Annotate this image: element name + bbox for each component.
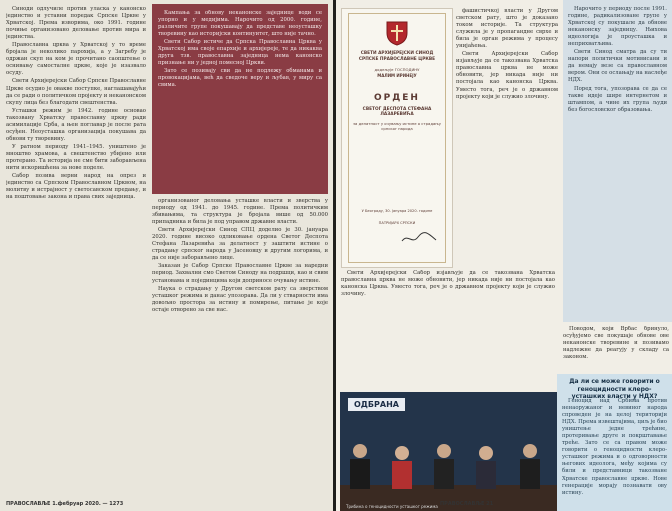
paragraph: Поводом, који Врбас бринулo, осуђујемо све покушаје обнове ове неканонске творевине и позивамо надлежне да реагују у складу са законом.: [563, 326, 669, 361]
coat-of-arms-icon: [384, 19, 410, 47]
paragraph: Зато се позивају сви да не подлежу обманама и провокацијама, већ да сведоче веру и љубав, у миру са свима.: [158, 68, 322, 89]
paragraph: Свети Сабор истиче да Српска Православна Црква у Хрватској има своје епархије и архијереје, те да никаква друга тзв. православна заједница нема канонско признање ни у једној помесној Цркви.: [158, 39, 322, 67]
paragraph: Сабор позива верни народ на опрез и јединство са Српском Православном Црквом, на молитву и истрајност у светосавском предању, и на поштовање закона и права свих заједница.: [6, 173, 146, 201]
paragraph: Свети Архијерејски Сабор Српске Православне Цркве осудио је овакве поступке, наглашавајући да се ради о политичком пројекту и неканонском скупу лица без благодати свештенства.: [6, 78, 146, 106]
certificate-title: ОРДЕН: [374, 93, 420, 103]
certificate-line: СРПСКЕ ПРАВОСЛАВНЕ ЦРКВЕ: [358, 57, 436, 62]
highlight-title: Да ли се може говорити о геноцидности клеро-усташких власти у НДХ?: [569, 378, 660, 400]
right-column-lower: [341, 270, 555, 382]
sidebar-box: [152, 4, 328, 194]
paragraph: Православна црква у Хрватској у то време бројала је неколико парохија, а у Загребу је одржан скуп на ком је прочитано саопштење о оснивању самосталне цркве, које је изазвало осуду.: [6, 42, 146, 77]
paragraph: Усташки режим је 1942. године основао такозвану Хрватску православну цркву ради асимилације Срба, а њен поглавар је после рата осуђен. Неоусташка организација покушава да обнови ту творевину.: [6, 107, 146, 142]
paragraph: Поред тога, упозорава се да се такве идеје шире интернетом и штампом, а чине их група људи без богословског образовања.: [568, 85, 667, 113]
paragraph: Заказан је Сабор Српске Православне Цркве за наредни период. Захвални смо Светом Синоду на подршци, као и свим установама и појединцима који доприносе очувању истине.: [152, 263, 328, 284]
certificate-line: додељује ГОСПОДИНУ: [374, 67, 420, 72]
paragraph: Свети Синод сматра да су ти напори политички мотивисани и да немају везе са православном вером. Они се ослањају на наслеђе НДХ.: [568, 49, 667, 84]
paragraph: Наука о страдању у Другом светском рату са зверством усташког режима и данас упозорава. Да ли у стварности има довољно простора за истину и помирење, питање је које остаје отворено за све нас.: [152, 285, 328, 313]
order-certificate-image: [341, 8, 453, 268]
paragraph: Геноцид над Србима против ненаоружаног и невиног народа спроведен је на целој територији НДХ. Према извештајима, циљ је био уништење једне трећине, протеривање друге и покрштавање треће. Зато се са правом може говорити о геноцидности клеро-усташког режима и о одговорности његових идеолога, међу којима су били и представници такозване Хрватске православне цркве. Нове генерације морају познавати ову истину.: [562, 398, 667, 496]
sidebar-box-text: [158, 10, 322, 188]
blue-sidebar-box: [563, 0, 672, 322]
paragraph: У ратном периоду 1941–1945. уништено је мноштво храмова, а свештенство убијено или протерано. Та историја не сме бити заборављена нити искоришћена за нове поделе.: [6, 143, 146, 172]
left-column-1: [6, 6, 146, 496]
right-column-mid: [456, 8, 558, 258]
right-column-right: [563, 326, 669, 372]
blue-sidebar-text: [568, 6, 667, 318]
paragraph: Синоди одлучиле против уласка у канонско јединство и уставни поредак Српске Цркве у Хрватској. Према изворима, око 1991. године почиње организовано деловање против мира и јединства.: [6, 6, 146, 41]
certificate-line: СВЕТИ АРХИЈЕРЕЈСКИ СИНОД: [360, 51, 434, 56]
photo-banner: ОДБРАНА: [348, 398, 405, 411]
certificate-subtitle: СВЕТОГ ДЕСПОТА СТЕФАНА ЛАЗАРЕВИЋА: [362, 107, 432, 117]
signature-icon: [400, 231, 440, 245]
right-footer: ПРАВОСЛАВЉЕ 21: [440, 501, 494, 507]
left-column-2: [152, 198, 328, 498]
photo-caption: Трибина о геноцидности усташког режима: [346, 504, 438, 509]
certificate-line: МАЛИМ ИРИНЕЈУ: [377, 73, 417, 78]
paragraph: фашистичкој власти у Другом светском рату, што је доказано током историје. Та структура служила је у пропагандне сврхе и била је орган режима у процесу унијаћења.: [456, 8, 558, 50]
paragraph: Свети Архијерејски Сабор изјављује да се такозвана Хрватска православна црква не може обновити, јер никада није ни постојала као канонска Црква. Уместо тога, реч је о државном пројекту који је служио злочину.: [456, 51, 558, 100]
paragraph: Свети Архијерејски Синод СПЦ доделио је 30. јануара 2020. године високо одликовање ордена Светог Деспота Стефана Лазаревића за делатност у заштити истине о страдању српског народа у Јасеновцу и другим логорима, и да се није заборављено лице.: [152, 227, 328, 262]
certificate-signature: ПАТРИЈАРХ СРПСКИ: [378, 221, 416, 225]
certificate-date: У Београду, 30. јануара 2020. године: [361, 209, 433, 213]
certificate-body: за делатност у очувању истине о страдању српског народа: [353, 121, 441, 131]
highlight-box: [557, 374, 672, 511]
paragraph: Нарочито у периоду после 1991. године, радикализоване групе у Хрватској су покушале да обнове неканонску заједницу. Њихова идеологија је проусташка и неприхватљива.: [568, 6, 667, 48]
left-page: [0, 0, 333, 511]
paragraph: Кампања за обнову неканонске заједнице води се упорно и у медијима. Нарочито од 2000. године, различите групе покушавају да представе неоусташку творевину као историјски континуитет, што није тачно.: [158, 10, 322, 38]
left-footer: ПРАВОСЛАВЉЕ 1.фебруар 2020. — 1273: [6, 501, 124, 507]
paragraph: организованог деловања усташке власти и зверства у периоду од 1941. до 1945. године. Према политичким збивањима, та структура је бројала више од 50.000 припадника и била је под управом државне власти.: [152, 198, 328, 226]
highlight-body: [562, 398, 667, 508]
people-silhouettes-icon: [340, 437, 558, 497]
event-photo: [340, 392, 558, 511]
paragraph: Свети Архијерејски Сабор изјављује да се такозвана Хрватска православна црква не може обновити, јер никада није ни постојала као канонска Црква. Уместо тога, реч је о државном пројекту који је служио злочину.: [341, 270, 555, 298]
